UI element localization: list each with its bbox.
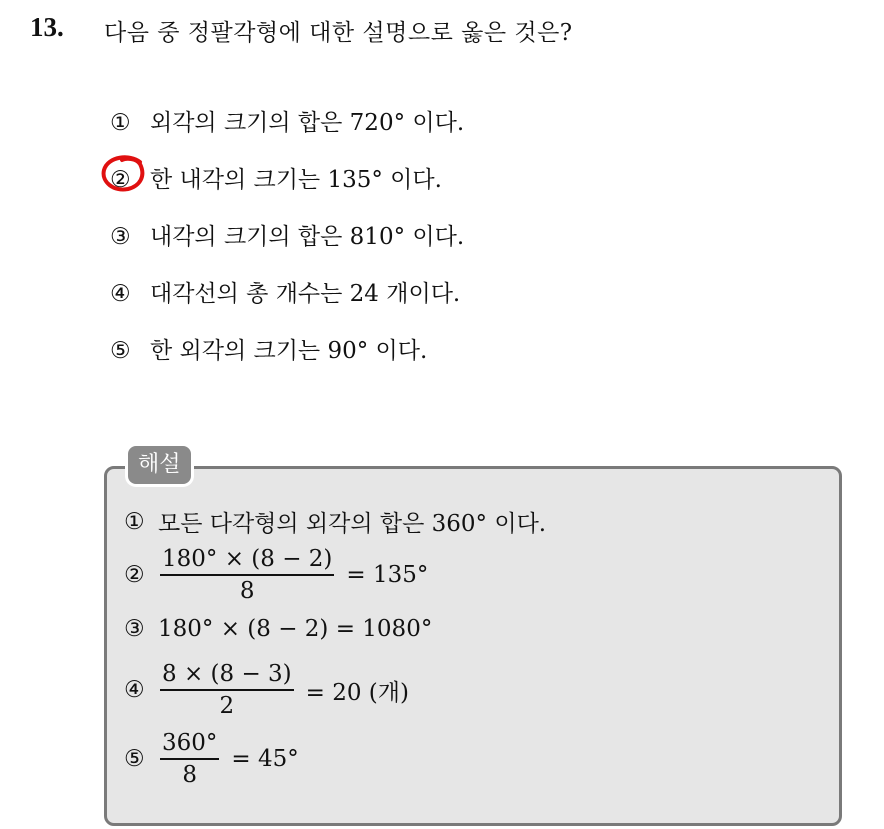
solution-line-4-mark: ④ xyxy=(124,677,145,703)
fraction-4-numerator: 8 × (8 − 3) xyxy=(162,661,292,687)
question-number: 13. xyxy=(30,12,64,42)
solution-line-1-text: 모든 다각형의 외각의 합은 360° 이다. xyxy=(158,511,547,537)
solution-line-1 xyxy=(124,505,546,538)
fraction-5-numerator: 360° xyxy=(162,730,218,756)
choice-1-mark: ① xyxy=(110,110,131,136)
choice-2[interactable] xyxy=(110,161,442,194)
fraction-5 xyxy=(160,728,219,790)
choice-3-mark: ③ xyxy=(110,224,131,250)
fraction-2-numerator: 180° × (8 − 2) xyxy=(162,546,333,572)
question-text: 다음 중 정팔각형에 대한 설명으로 옳은 것은? xyxy=(104,20,573,46)
choice-3[interactable] xyxy=(110,218,464,251)
solution-line-3 xyxy=(124,616,432,642)
choice-5-text: 한 외각의 크기는 90° 이다. xyxy=(150,338,428,364)
solution-line-3-mark: ③ xyxy=(124,616,145,642)
selected-answer-circle-icon xyxy=(100,154,148,194)
fraction-5-denominator: 8 xyxy=(182,762,198,788)
solution-line-2 xyxy=(124,544,428,606)
choice-5[interactable] xyxy=(110,332,427,365)
solution-line-5 xyxy=(124,728,299,790)
solution-line-2-result: = 135° xyxy=(346,562,429,588)
choice-3-text: 내각의 크기의 합은 810° 이다. xyxy=(150,224,465,250)
fraction-2-denominator: 8 xyxy=(239,578,255,604)
choice-1-text: 외각의 크기의 합은 720° 이다. xyxy=(150,110,465,136)
choice-2-mark: ② xyxy=(110,167,131,193)
fraction-4 xyxy=(160,659,294,721)
solution-line-3-text: 180° × (8 − 2) = 1080° xyxy=(158,616,433,642)
fraction-2 xyxy=(160,544,334,606)
solution-line-5-result: = 45° xyxy=(231,746,299,772)
choice-2-text: 한 내각의 크기는 135° 이다. xyxy=(150,167,442,193)
fraction-4-denominator: 2 xyxy=(219,693,235,719)
choice-5-mark: ⑤ xyxy=(110,338,131,364)
choice-4[interactable] xyxy=(110,275,460,308)
solution-line-2-mark: ② xyxy=(124,562,145,588)
choice-1[interactable] xyxy=(110,104,464,137)
solution-line-4-result: = 20 (개) xyxy=(305,679,409,706)
solution-line-1-mark: ① xyxy=(124,508,145,535)
choice-4-text: 대각선의 총 개수는 24 개이다. xyxy=(150,281,461,307)
choice-4-mark: ④ xyxy=(110,281,131,307)
solution-label: 해설 xyxy=(128,446,191,484)
solution-line-5-mark: ⑤ xyxy=(124,746,145,772)
solution-line-4 xyxy=(124,659,409,721)
